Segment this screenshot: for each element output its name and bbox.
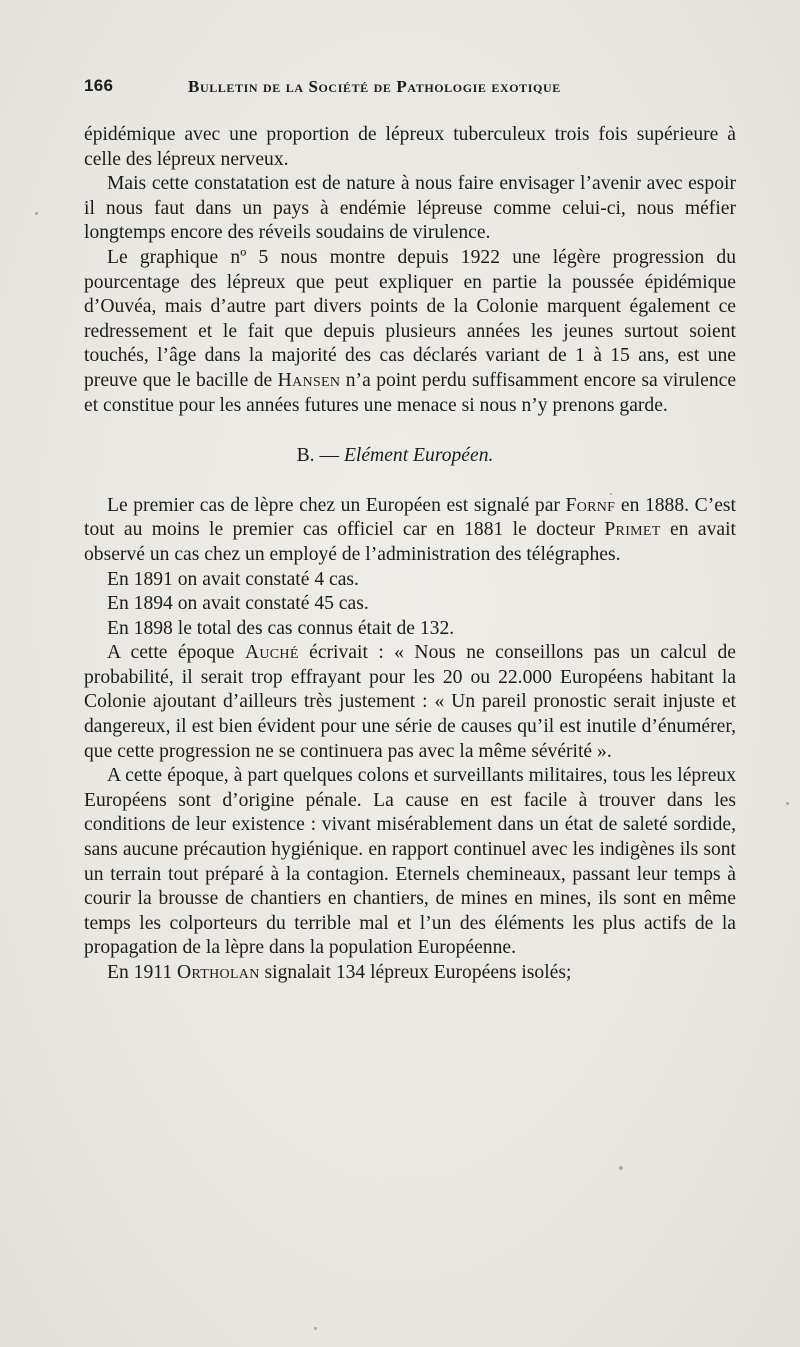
section-label: B. — (296, 445, 340, 467)
section-title: Elément Européen. (343, 445, 494, 467)
paragraph: En 1891 on avait constaté 4 cas. (107, 568, 359, 590)
section-heading (84, 444, 736, 469)
paragraph: A cette époque, à part quelques colons et surveillants militaires, tous les lépreux Européens sont d’origine pénale. La cause en est facile à trouver dans les conditions de leur existence : vivant misérablement dans un état de saleté sordide, sans aucune précaution hygiénique. en rapport continuel avec les indigènes ils sont un terrain tout préparé à la contagion. Eternels chemineaux, passant leur temps à courir la brousse de chantiers en chantiers, de mines en mines, ils sont en même temps les colporteurs du terrible mal et l’un des éléments les plus actifs de la propagation de la lèpre dans la population Européenne. (84, 765, 736, 959)
page-number: 166 (84, 76, 114, 95)
author-name: Fornf (565, 494, 616, 516)
paper-speck (619, 1166, 623, 1170)
running-title: Bulletin de la Société de Pathologie exotique (188, 77, 561, 96)
paragraph: En 1898 le total des cas connus était de 132. (107, 617, 455, 639)
author-name: Auché (244, 642, 299, 664)
paragraph: En 1894 on avait constaté 45 cas. (107, 593, 369, 615)
paragraph: Mais cette constatation est de nature à nous faire envisager l’avenir avec espoir il nous faut dans un pays à endémie lépreuse comme celui-ci, nous méfier longtemps encore des réveils soudains de virulence. (84, 173, 736, 244)
author-name: Primet (604, 519, 661, 541)
author-name: Hansen (277, 369, 341, 391)
page-header (84, 76, 644, 102)
paper-speck (610, 493, 612, 495)
author-name: Ortholan (177, 962, 260, 983)
paper-speck (35, 212, 38, 215)
paragraph: A cette époque Auché écrivait : « Nous ne conseillons pas un calcul de probabilité, il serait trop effrayant pour les 20 ou 22.000 Européens habitant la Colonie ajoutant d’ailleurs très justement : « Un pareil pronostic serait injuste et dangereux, il est bien évident pour une série de causes qu’il est inutile d’énumérer, que cette progression ne se continuera pas avec la même sévérité ». (84, 642, 736, 762)
paper-speck (786, 802, 789, 805)
paragraph: Le graphique nº 5 nous montre depuis 1922 une légère progression du pourcentage des lépreux que peut expliquer en partie la poussée épidémique d’Ouvéa, mais d’autre part divers points de la Colonie marquent également ce redressement et le fait que depuis plusieurs années les jeunes surtout soient touchés, l’âge dans la majorité des cas déclarés variant de 1 à 15 ans, est une preuve que le bacille de Hansen n’a point perdu suffisamment encore sa virulence et constitue pour les années futures une menace si nous n’y prenons garde. (84, 246, 737, 416)
paragraph: En 1911 Ortholan signalait 134 lépreux Européens isolés; (107, 962, 572, 983)
paper-speck (314, 1327, 317, 1330)
paragraph: Le premier cas de lèpre chez un Européen est signalé par Fornf en 1888. C’est tout au moins le premier cas officiel car en 1881 le docteur Primet en avait observé un cas chez un employé de l’administration des télégraphes. (84, 494, 736, 565)
paragraph: épidémique avec une proportion de lépreux tuberculeux trois fois supérieure à celle des lépreux nerveux. (84, 124, 736, 170)
article-body (84, 123, 736, 986)
